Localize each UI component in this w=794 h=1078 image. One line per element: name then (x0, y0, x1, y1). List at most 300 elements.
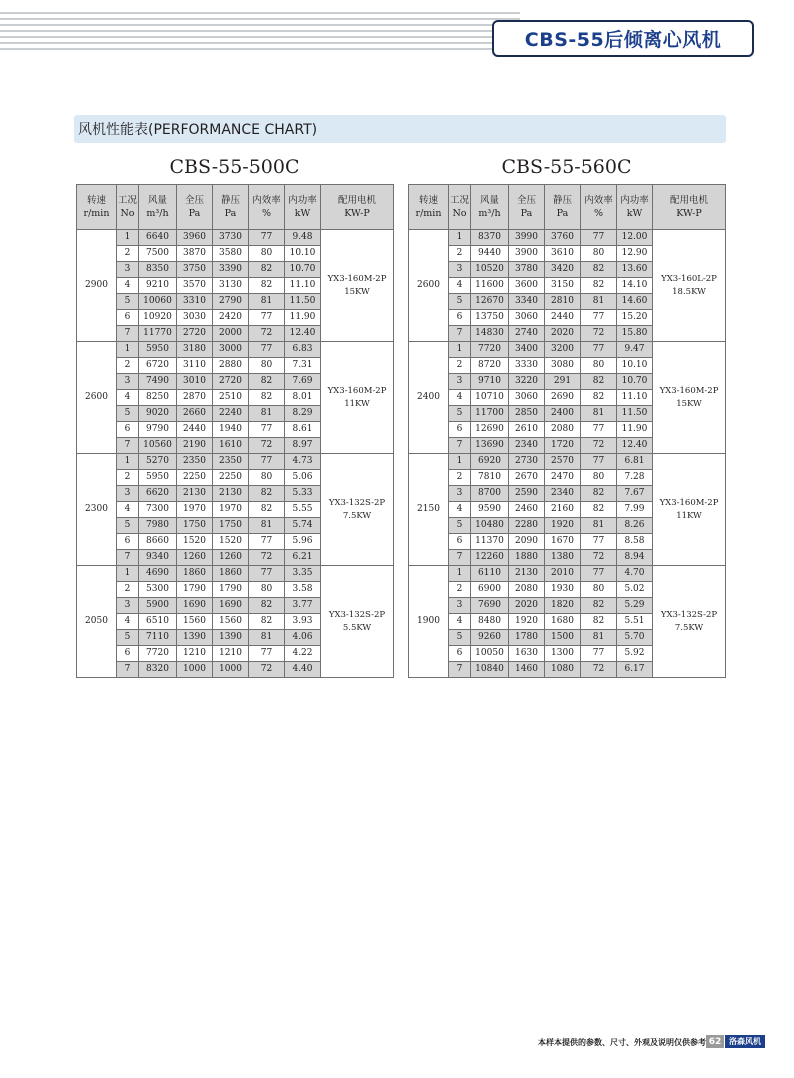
condition-no-cell: 7 (117, 550, 139, 566)
flow-cell: 11370 (471, 534, 509, 550)
power-cell: 6.81 (617, 454, 653, 470)
static-pressure-cell: 2010 (545, 566, 581, 582)
efficiency-cell: 82 (581, 502, 617, 518)
motor-power: 11KW (676, 510, 702, 521)
total-pressure-cell: 1630 (509, 646, 545, 662)
flow-cell: 7720 (471, 342, 509, 358)
condition-no-cell: 7 (117, 326, 139, 342)
power-cell: 8.97 (285, 438, 321, 454)
efficiency-cell: 82 (249, 390, 285, 406)
column-header-eff (581, 185, 617, 230)
power-cell: 8.29 (285, 406, 321, 422)
power-cell: 5.29 (617, 598, 653, 614)
motor-power: 11KW (344, 398, 370, 409)
condition-no-cell: 4 (117, 502, 139, 518)
flow-cell: 5300 (139, 582, 177, 598)
section-title: 风机性能表(PERFORMANCE CHART) (78, 122, 318, 138)
column-header-label: 全压 (516, 195, 536, 206)
static-pressure-cell: 1920 (545, 518, 581, 534)
efficiency-cell: 80 (581, 582, 617, 598)
flow-cell: 5270 (139, 454, 177, 470)
total-pressure-cell: 3870 (177, 246, 213, 262)
table-row (77, 566, 394, 582)
table-row (409, 230, 726, 246)
column-header-label: 内效率 (584, 195, 613, 206)
efficiency-cell: 82 (249, 598, 285, 614)
efficiency-cell: 82 (581, 614, 617, 630)
column-header-speed (77, 185, 117, 230)
motor-cell (653, 566, 726, 678)
condition-no-cell: 3 (117, 374, 139, 390)
efficiency-cell: 80 (581, 358, 617, 374)
flow-cell: 8320 (139, 662, 177, 678)
condition-no-cell: 4 (117, 278, 139, 294)
total-pressure-cell: 3900 (509, 246, 545, 262)
flow-cell: 7690 (471, 598, 509, 614)
column-header-motor (653, 185, 726, 230)
condition-no-cell: 1 (117, 566, 139, 582)
power-cell: 7.31 (285, 358, 321, 374)
flow-cell: 14830 (471, 326, 509, 342)
efficiency-cell: 72 (581, 438, 617, 454)
total-pressure-cell: 1750 (177, 518, 213, 534)
table-row (77, 230, 394, 246)
power-cell: 4.73 (285, 454, 321, 470)
column-header-label: 内功率 (620, 195, 649, 206)
condition-no-cell: 1 (449, 454, 471, 470)
motor-model: YX3-160L-2P (661, 273, 717, 284)
power-cell: 9.47 (617, 342, 653, 358)
condition-no-cell: 2 (117, 470, 139, 486)
efficiency-cell: 77 (249, 310, 285, 326)
total-pressure-cell: 2440 (177, 422, 213, 438)
motor-power: 7.5KW (674, 622, 704, 633)
efficiency-cell: 82 (581, 262, 617, 278)
column-header-eff (249, 185, 285, 230)
efficiency-cell: 77 (249, 534, 285, 550)
efficiency-cell: 77 (249, 566, 285, 582)
efficiency-cell: 72 (581, 326, 617, 342)
condition-no-cell: 3 (449, 262, 471, 278)
model-title-left: CBS-55-500C (169, 156, 300, 178)
flow-cell: 4690 (139, 566, 177, 582)
condition-no-cell: 1 (449, 230, 471, 246)
column-header-unit: Pa (556, 208, 569, 219)
static-pressure-cell: 2000 (213, 326, 249, 342)
flow-cell: 7110 (139, 630, 177, 646)
column-header-power (617, 185, 653, 230)
condition-no-cell: 2 (449, 246, 471, 262)
efficiency-cell: 82 (249, 374, 285, 390)
flow-cell: 5950 (139, 342, 177, 358)
motor-cell (653, 342, 726, 454)
static-pressure-cell: 3390 (213, 262, 249, 278)
static-pressure-cell: 2400 (545, 406, 581, 422)
motor-power: 7.5KW (342, 510, 372, 521)
total-pressure-cell: 1560 (177, 614, 213, 630)
efficiency-cell: 77 (581, 230, 617, 246)
static-pressure-cell: 2020 (545, 326, 581, 342)
condition-no-cell: 6 (449, 534, 471, 550)
speed-cell: 1900 (409, 566, 449, 678)
total-pressure-cell: 2610 (509, 422, 545, 438)
power-cell: 5.51 (617, 614, 653, 630)
column-header-unit: No (120, 208, 135, 219)
static-pressure-cell: 1380 (545, 550, 581, 566)
condition-no-cell: 5 (117, 630, 139, 646)
efficiency-cell: 80 (249, 582, 285, 598)
total-pressure-cell: 3780 (509, 262, 545, 278)
static-pressure-cell: 2790 (213, 294, 249, 310)
flow-cell: 12670 (471, 294, 509, 310)
static-pressure-cell: 2810 (545, 294, 581, 310)
static-pressure-cell: 3580 (213, 246, 249, 262)
power-cell: 11.50 (617, 406, 653, 422)
flow-cell: 7300 (139, 502, 177, 518)
condition-no-cell: 7 (117, 438, 139, 454)
power-cell: 3.77 (285, 598, 321, 614)
efficiency-cell: 82 (581, 278, 617, 294)
efficiency-cell: 82 (249, 486, 285, 502)
efficiency-cell: 81 (249, 294, 285, 310)
flow-cell: 7500 (139, 246, 177, 262)
total-pressure-cell: 2590 (509, 486, 545, 502)
total-pressure-cell: 3340 (509, 294, 545, 310)
flow-cell: 9590 (471, 502, 509, 518)
flow-cell: 5950 (139, 470, 177, 486)
total-pressure-cell: 1860 (177, 566, 213, 582)
flow-cell: 8350 (139, 262, 177, 278)
efficiency-cell: 81 (581, 630, 617, 646)
static-pressure-cell: 3420 (545, 262, 581, 278)
condition-no-cell: 4 (117, 614, 139, 630)
condition-no-cell: 7 (449, 550, 471, 566)
total-pressure-cell: 3960 (177, 230, 213, 246)
condition-no-cell: 4 (449, 614, 471, 630)
column-header-label: 工况 (117, 195, 137, 206)
flow-cell: 7720 (139, 646, 177, 662)
total-pressure-cell: 2080 (509, 582, 545, 598)
static-pressure-cell: 3610 (545, 246, 581, 262)
power-cell: 12.40 (617, 438, 653, 454)
static-pressure-cell: 2720 (213, 374, 249, 390)
condition-no-cell: 3 (117, 598, 139, 614)
condition-no-cell: 7 (449, 326, 471, 342)
motor-model: YX3-132S-2P (328, 609, 386, 620)
condition-no-cell: 2 (449, 358, 471, 374)
static-pressure-cell: 1670 (545, 534, 581, 550)
power-cell: 10.70 (285, 262, 321, 278)
power-cell: 6.21 (285, 550, 321, 566)
condition-no-cell: 3 (449, 374, 471, 390)
power-cell: 9.48 (285, 230, 321, 246)
total-pressure-cell: 3750 (177, 262, 213, 278)
efficiency-cell: 72 (249, 438, 285, 454)
efficiency-cell: 82 (249, 502, 285, 518)
flow-cell: 10920 (139, 310, 177, 326)
power-cell: 12.40 (285, 326, 321, 342)
flow-cell: 6640 (139, 230, 177, 246)
total-pressure-cell: 2740 (509, 326, 545, 342)
efficiency-cell: 72 (249, 326, 285, 342)
flow-cell: 10560 (139, 438, 177, 454)
condition-no-cell: 5 (449, 518, 471, 534)
column-header-unit: Pa (188, 208, 201, 219)
condition-no-cell: 6 (449, 422, 471, 438)
column-header-unit: KW-P (344, 208, 370, 219)
efficiency-cell: 77 (581, 566, 617, 582)
static-pressure-cell: 1970 (213, 502, 249, 518)
column-header-flow (471, 185, 509, 230)
column-header-unit: % (593, 208, 604, 219)
table-row (77, 342, 394, 358)
total-pressure-cell: 2720 (177, 326, 213, 342)
column-header-label: 配用电机 (669, 195, 708, 206)
model-title-right: CBS-55-560C (501, 156, 632, 178)
total-pressure-cell: 1000 (177, 662, 213, 678)
static-pressure-cell: 2340 (545, 486, 581, 502)
motor-model: YX3-160M-2P (327, 273, 387, 284)
condition-no-cell: 6 (117, 422, 139, 438)
table-header-row (77, 185, 394, 230)
power-cell: 6.83 (285, 342, 321, 358)
efficiency-cell: 82 (249, 278, 285, 294)
table-row (77, 454, 394, 470)
flow-cell: 8660 (139, 534, 177, 550)
total-pressure-cell: 3030 (177, 310, 213, 326)
static-pressure-cell: 3000 (213, 342, 249, 358)
total-pressure-cell: 1210 (177, 646, 213, 662)
static-pressure-cell: 1300 (545, 646, 581, 662)
table-row (409, 566, 726, 582)
flow-cell: 8250 (139, 390, 177, 406)
total-pressure-cell: 1780 (509, 630, 545, 646)
flow-cell: 9340 (139, 550, 177, 566)
motor-model: YX3-160M-2P (327, 385, 387, 396)
total-pressure-cell: 3060 (509, 310, 545, 326)
power-cell: 3.58 (285, 582, 321, 598)
total-pressure-cell: 2850 (509, 406, 545, 422)
condition-no-cell: 6 (117, 646, 139, 662)
total-pressure-cell: 3220 (509, 374, 545, 390)
condition-no-cell: 1 (117, 454, 139, 470)
power-cell: 14.60 (617, 294, 653, 310)
power-cell: 15.20 (617, 310, 653, 326)
flow-cell: 10710 (471, 390, 509, 406)
motor-model: YX3-132S-2P (660, 609, 718, 620)
power-cell: 4.70 (617, 566, 653, 582)
footer-brand: 洛森风机 (725, 1035, 765, 1048)
page-header-title-box (492, 20, 754, 57)
flow-cell: 7810 (471, 470, 509, 486)
column-header-unit: m³/h (146, 208, 169, 219)
column-header-no (449, 185, 471, 230)
power-cell: 7.28 (617, 470, 653, 486)
motor-cell (653, 454, 726, 566)
efficiency-cell: 80 (249, 470, 285, 486)
power-cell: 4.06 (285, 630, 321, 646)
total-pressure-cell: 2280 (509, 518, 545, 534)
condition-no-cell: 6 (117, 534, 139, 550)
total-pressure-cell: 2020 (509, 598, 545, 614)
efficiency-cell: 82 (249, 614, 285, 630)
total-pressure-cell: 2340 (509, 438, 545, 454)
efficiency-cell: 77 (581, 310, 617, 326)
flow-cell: 9440 (471, 246, 509, 262)
total-pressure-cell: 1260 (177, 550, 213, 566)
motor-model: YX3-160M-2P (659, 497, 719, 508)
flow-cell: 10060 (139, 294, 177, 310)
efficiency-cell: 81 (581, 294, 617, 310)
static-pressure-cell: 2440 (545, 310, 581, 326)
condition-no-cell: 4 (449, 278, 471, 294)
table-row (409, 342, 726, 358)
flow-cell: 6900 (471, 582, 509, 598)
flow-cell: 6920 (471, 454, 509, 470)
table-row (409, 454, 726, 470)
static-pressure-cell: 2570 (545, 454, 581, 470)
static-pressure-cell: 1520 (213, 534, 249, 550)
condition-no-cell: 6 (117, 310, 139, 326)
flow-cell: 9790 (139, 422, 177, 438)
column-header-flow (139, 185, 177, 230)
column-header-label: 静压 (220, 195, 240, 206)
motor-cell (653, 230, 726, 342)
condition-no-cell: 1 (449, 342, 471, 358)
motor-power: 15KW (344, 286, 370, 297)
efficiency-cell: 80 (249, 358, 285, 374)
flow-cell: 12690 (471, 422, 509, 438)
static-pressure-cell: 2240 (213, 406, 249, 422)
total-pressure-cell: 2460 (509, 502, 545, 518)
condition-no-cell: 5 (117, 294, 139, 310)
condition-no-cell: 2 (117, 358, 139, 374)
condition-no-cell: 1 (117, 342, 139, 358)
total-pressure-cell: 1790 (177, 582, 213, 598)
motor-model: YX3-132S-2P (328, 497, 386, 508)
footer-page-number: 62 (706, 1035, 724, 1048)
condition-no-cell: 6 (449, 310, 471, 326)
total-pressure-cell: 1690 (177, 598, 213, 614)
condition-no-cell: 7 (449, 438, 471, 454)
flow-cell: 7980 (139, 518, 177, 534)
motor-power: 5.5KW (342, 622, 372, 633)
static-pressure-cell: 2510 (213, 390, 249, 406)
flow-cell: 9210 (139, 278, 177, 294)
total-pressure-cell: 1880 (509, 550, 545, 566)
static-pressure-cell: 1790 (213, 582, 249, 598)
column-header-static (545, 185, 581, 230)
motor-cell (321, 566, 394, 678)
column-header-no (117, 185, 139, 230)
power-cell: 10.10 (285, 246, 321, 262)
column-header-unit: kW (294, 208, 311, 219)
static-pressure-cell: 1390 (213, 630, 249, 646)
power-cell: 15.80 (617, 326, 653, 342)
static-pressure-cell: 3150 (545, 278, 581, 294)
column-header-total (177, 185, 213, 230)
static-pressure-cell: 2080 (545, 422, 581, 438)
power-cell: 11.90 (285, 310, 321, 326)
column-header-unit: r/min (83, 208, 110, 219)
power-cell: 10.70 (617, 374, 653, 390)
flow-cell: 13750 (471, 310, 509, 326)
speed-cell: 2900 (77, 230, 117, 342)
column-header-power (285, 185, 321, 230)
static-pressure-cell: 2160 (545, 502, 581, 518)
flow-cell: 8700 (471, 486, 509, 502)
efficiency-cell: 81 (581, 406, 617, 422)
efficiency-cell: 81 (581, 518, 617, 534)
static-pressure-cell: 1940 (213, 422, 249, 438)
power-cell: 11.90 (617, 422, 653, 438)
column-header-unit: Pa (520, 208, 533, 219)
footer-disclaimer: 本样本提供的参数、尺寸、外观及说明仅供参考 (538, 1038, 706, 1047)
motor-cell (321, 230, 394, 342)
static-pressure-cell: 1860 (213, 566, 249, 582)
motor-model: YX3-160M-2P (659, 385, 719, 396)
total-pressure-cell: 1970 (177, 502, 213, 518)
section-bar (74, 115, 726, 143)
total-pressure-cell: 2670 (509, 470, 545, 486)
column-header-label: 静压 (552, 195, 572, 206)
flow-cell: 10050 (471, 646, 509, 662)
table-header-row (409, 185, 726, 230)
efficiency-cell: 77 (581, 342, 617, 358)
efficiency-cell: 82 (581, 598, 617, 614)
power-cell: 10.10 (617, 358, 653, 374)
efficiency-cell: 81 (249, 518, 285, 534)
flow-cell: 6510 (139, 614, 177, 630)
column-header-label: 风量 (147, 195, 167, 206)
flow-cell: 8370 (471, 230, 509, 246)
header-stripes (0, 12, 520, 56)
efficiency-cell: 77 (249, 230, 285, 246)
static-pressure-cell: 3130 (213, 278, 249, 294)
condition-no-cell: 3 (117, 262, 139, 278)
flow-cell: 13690 (471, 438, 509, 454)
column-header-label: 转速 (86, 195, 106, 206)
power-cell: 5.02 (617, 582, 653, 598)
efficiency-cell: 77 (581, 534, 617, 550)
efficiency-cell: 80 (581, 246, 617, 262)
flow-cell: 10480 (471, 518, 509, 534)
efficiency-cell: 77 (249, 342, 285, 358)
total-pressure-cell: 2130 (509, 566, 545, 582)
static-pressure-cell: 1260 (213, 550, 249, 566)
condition-no-cell: 2 (449, 470, 471, 486)
column-header-motor (321, 185, 394, 230)
total-pressure-cell: 2090 (509, 534, 545, 550)
page-header-title: CBS-55后倾离心风机 (524, 29, 722, 51)
power-cell: 6.17 (617, 662, 653, 678)
power-cell: 5.96 (285, 534, 321, 550)
flow-cell: 6620 (139, 486, 177, 502)
condition-no-cell: 5 (117, 406, 139, 422)
static-pressure-cell: 3730 (213, 230, 249, 246)
column-header-label: 风量 (479, 195, 499, 206)
speed-cell: 2150 (409, 454, 449, 566)
static-pressure-cell: 1500 (545, 630, 581, 646)
total-pressure-cell: 3330 (509, 358, 545, 374)
condition-no-cell: 3 (449, 598, 471, 614)
total-pressure-cell: 1520 (177, 534, 213, 550)
condition-no-cell: 2 (117, 246, 139, 262)
power-cell: 5.06 (285, 470, 321, 486)
static-pressure-cell: 1820 (545, 598, 581, 614)
efficiency-cell: 82 (581, 374, 617, 390)
efficiency-cell: 77 (581, 422, 617, 438)
